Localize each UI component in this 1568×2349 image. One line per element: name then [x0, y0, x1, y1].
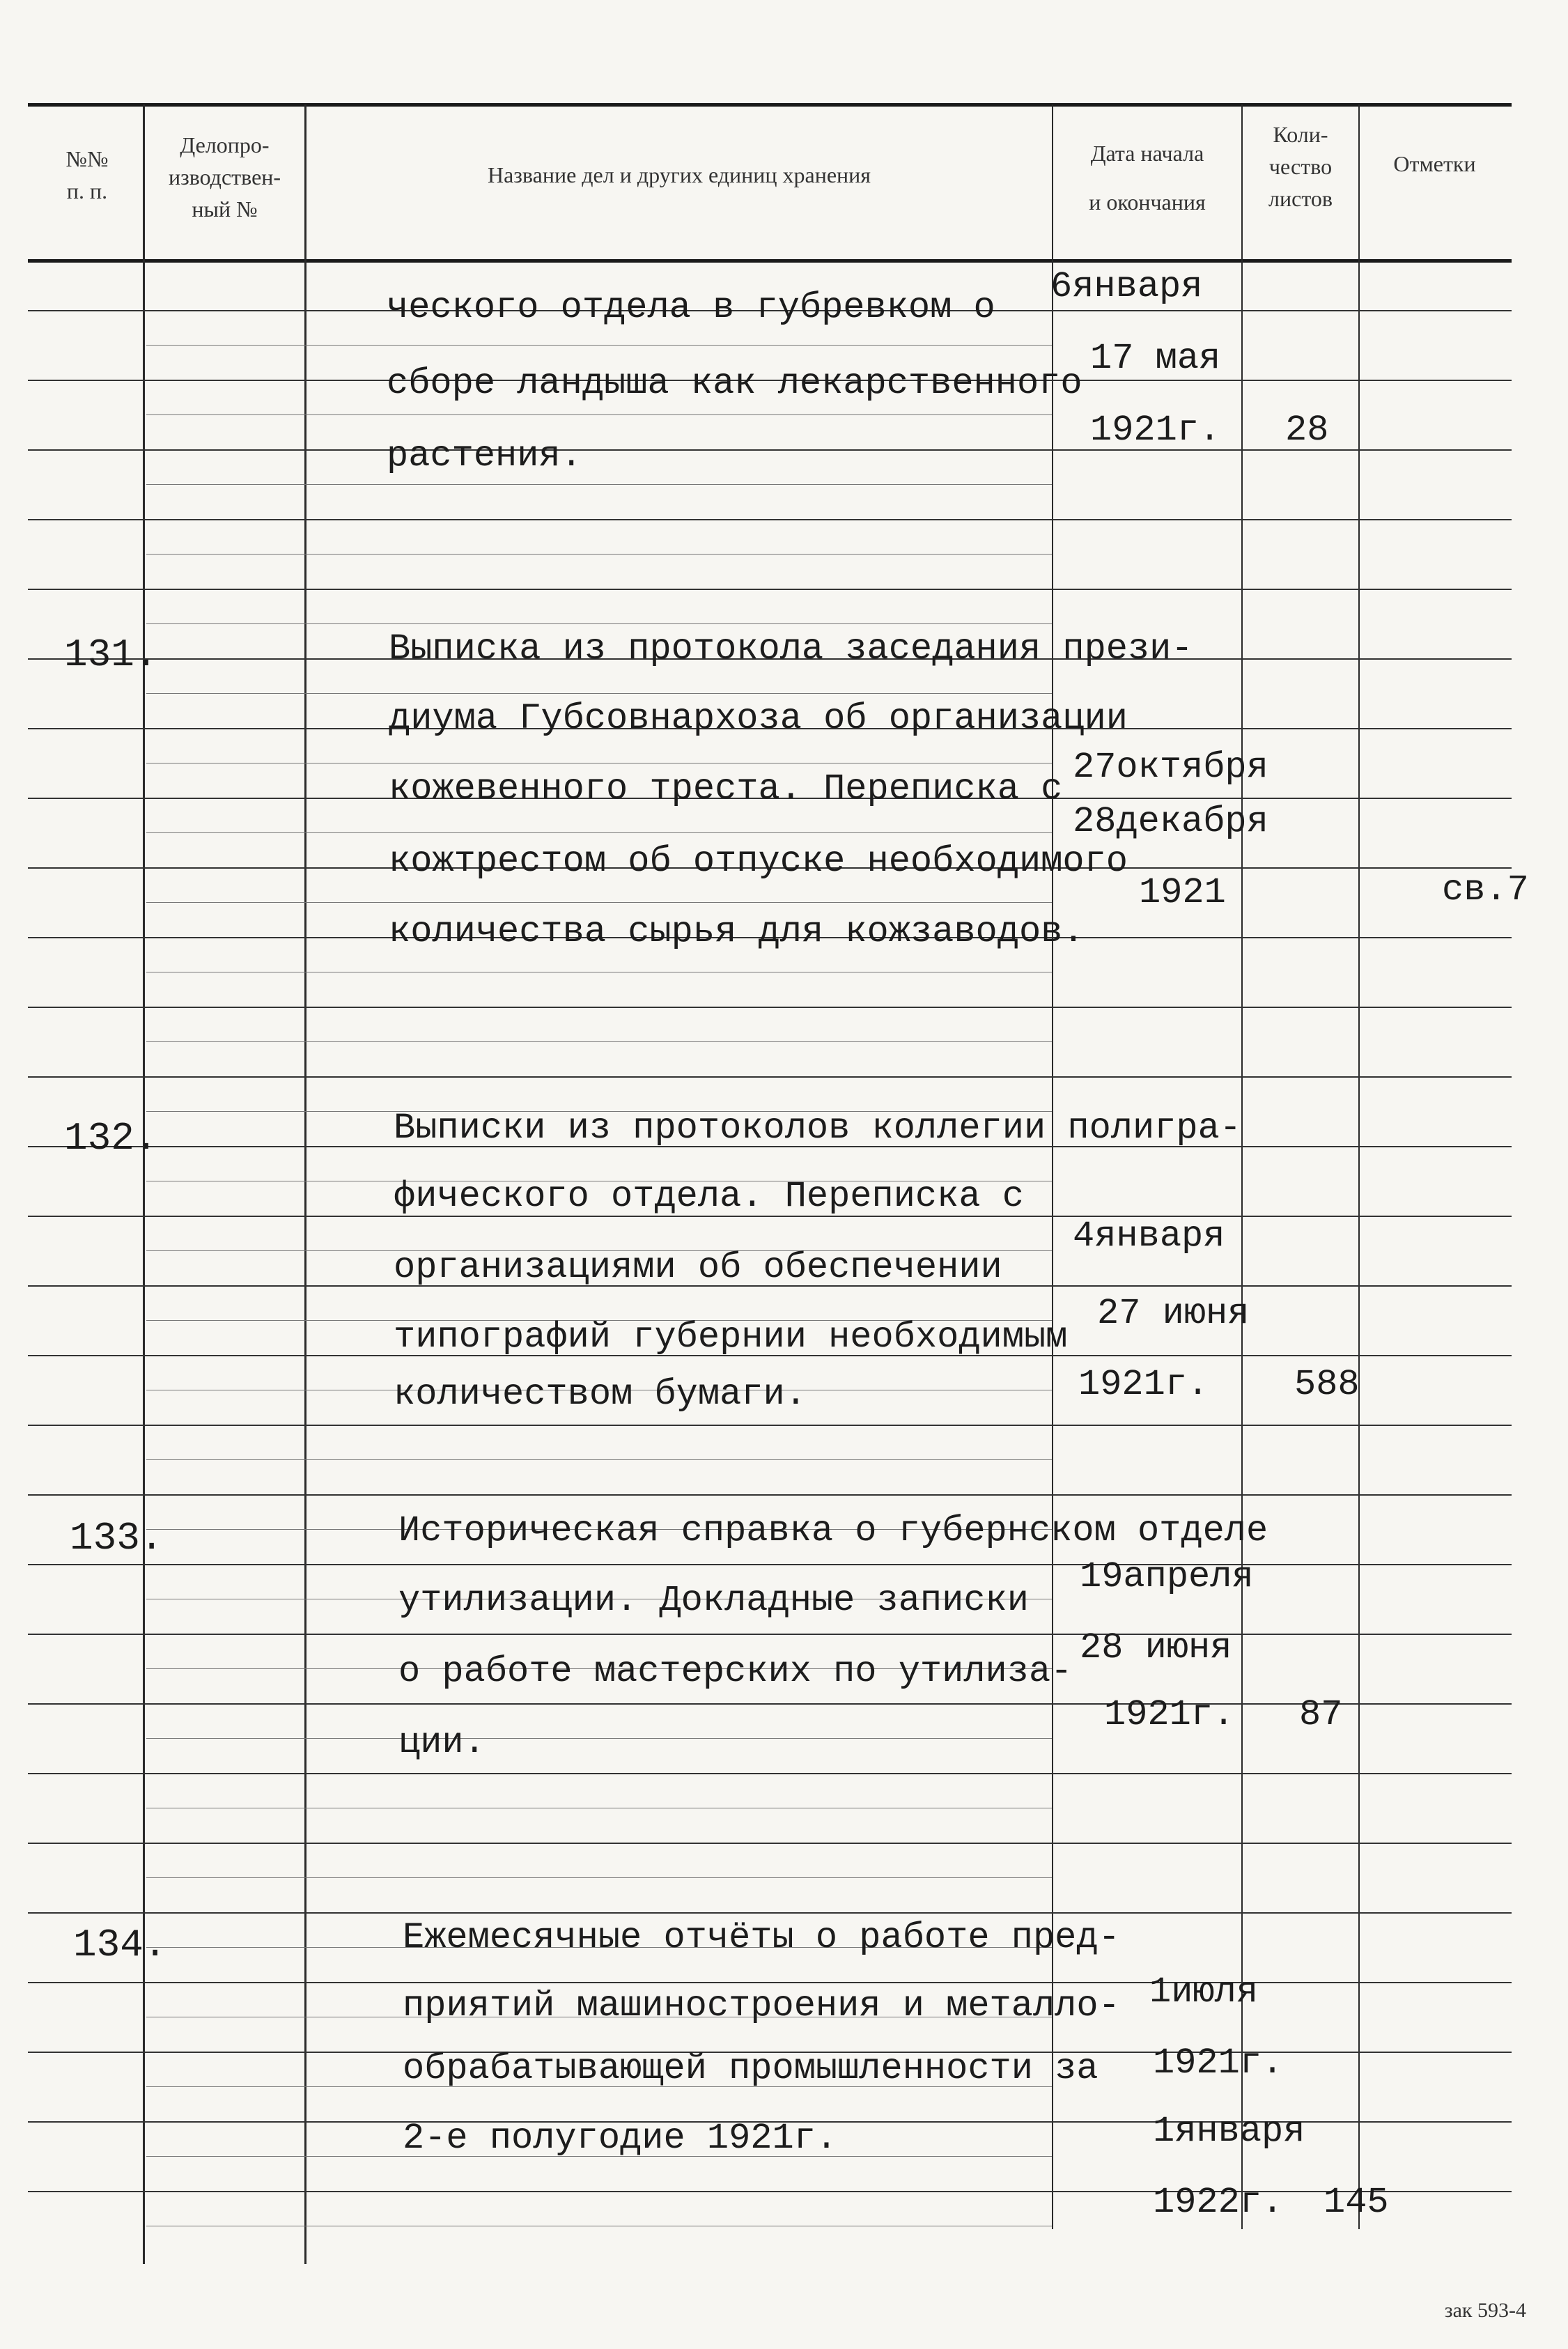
entry-title-line: обрабатывающей промышленности за: [403, 2048, 1099, 2089]
ruled-line: [28, 1007, 1512, 1008]
col-divider-5: [1358, 104, 1360, 2229]
entry-title-line: утилизации. Докладные записки: [398, 1580, 1029, 1621]
entry-title-line: типографий губернии необходимым: [394, 1317, 1068, 1358]
ruled-line: [28, 1076, 1512, 1078]
ruled-line: [146, 1738, 1052, 1739]
entry-date-line: 28декабря: [1073, 801, 1268, 842]
col-divider-2: [304, 104, 306, 2264]
entry-date-line: 1921г.: [1153, 2042, 1284, 2084]
entry-title-line: количества сырья для кожзаводов.: [389, 911, 1085, 952]
entry-title-line: Выписки из протоколов коллегии полигра-: [394, 1108, 1241, 1149]
entry-title-line: сборе ландыша как лекарственного: [387, 363, 1082, 404]
entry-date-line: 1января: [1153, 2111, 1305, 2152]
ruled-line: [146, 1041, 1052, 1042]
entry-title-line: ческого отдела в губревком о: [387, 287, 995, 328]
ruled-line: [146, 1459, 1052, 1460]
entry-title-line: количеством бумаги.: [394, 1374, 807, 1415]
entry-note: св.7: [1442, 869, 1529, 910]
col-divider-4: [1241, 104, 1243, 2229]
header-col-office-number: Делопро- изводствен- ный №: [168, 132, 281, 222]
ruled-line: [146, 1877, 1052, 1878]
entry-title-line: ции.: [398, 1722, 486, 1763]
entry-title-line: организациями об обеспечении: [394, 1247, 1002, 1288]
ruled-line: [146, 484, 1052, 485]
header-col-sheets: Коли- чество листов: [1268, 122, 1333, 211]
entry-date-line: 27октября: [1073, 747, 1268, 788]
ruled-line: [28, 1564, 1512, 1565]
ruled-line: [146, 832, 1052, 833]
ruled-line: [28, 1425, 1512, 1426]
ruled-line: [28, 2191, 1512, 2192]
entry-title-line: 2-е полугодие 1921г.: [403, 2118, 838, 2159]
entry-title-line: растения.: [387, 435, 582, 476]
entry-sheets: 87: [1299, 1694, 1343, 1735]
entry-date-line: 1921г.: [1104, 1694, 1235, 1735]
print-order-code: зак 593-4: [1444, 2299, 1526, 2322]
entry-date-line: 28 июня: [1080, 1627, 1232, 1668]
col-divider-3: [1052, 104, 1053, 2229]
ruled-line: [28, 519, 1512, 520]
entry-sheets: 28: [1285, 410, 1329, 451]
ruled-line: [28, 1982, 1512, 1983]
ruled-line: [146, 693, 1052, 694]
header-bottom-border: [28, 259, 1512, 263]
ruled-line: [28, 1843, 1512, 1844]
entry-date-line: 27 июня: [1097, 1293, 1250, 1334]
entry-title-line: Выписка из протокола заседания прези-: [389, 628, 1193, 669]
entry-title-line: приятий машиностроения и металло-: [403, 1985, 1120, 2026]
entry-sheets: 145: [1324, 2182, 1389, 2223]
table-top-border: [28, 103, 1512, 107]
ruled-line: [146, 345, 1052, 346]
entry-date-line: 19апреля: [1080, 1556, 1254, 1597]
ruled-line: [28, 1634, 1512, 1635]
entry-title-line: фического отдела. Переписка с: [394, 1176, 1024, 1217]
entry-title-line: Историческая справка о губернском отделе: [398, 1510, 1268, 1551]
entry-title-line: кожевенного треста. Переписка с: [389, 768, 1063, 809]
entry-title-line: о работе мастерских по утилиза-: [398, 1651, 1073, 1692]
entry-title-line: кожтрестом об отпуске необходимого: [389, 841, 1128, 882]
ruled-line: [28, 1494, 1512, 1496]
entry-date-line: 1июля: [1149, 1971, 1259, 2013]
entry-date-line: 1921: [1139, 872, 1226, 913]
entry-date-line: 4января: [1073, 1216, 1225, 1257]
entry-date-line: 1921г.: [1078, 1364, 1209, 1405]
ruled-line: [28, 1703, 1512, 1705]
entry-date-line: 17 мая: [1090, 338, 1221, 379]
entry-title-line: Ежемесячные отчёты о работе пред-: [403, 1917, 1120, 1958]
entry-sheets: 588: [1294, 1364, 1360, 1405]
header-col-dates: Дата начала и окончания: [1089, 141, 1206, 215]
ruled-line: [28, 1773, 1512, 1774]
header-col-notes: Отметки: [1393, 151, 1476, 176]
ruled-line: [146, 554, 1052, 555]
ruled-line: [28, 1912, 1512, 1914]
ruled-line: [146, 623, 1052, 624]
header-col-title: Название дел и других единиц хранения: [487, 162, 871, 187]
ruled-line: [146, 902, 1052, 903]
entry-number: 131.: [64, 633, 158, 677]
entry-number: 132.: [64, 1116, 158, 1161]
ruled-line: [28, 589, 1512, 590]
header-col-number: №№ п. п.: [65, 146, 109, 203]
entry-date-line: 1921г.: [1090, 410, 1221, 451]
ruled-line: [146, 414, 1052, 415]
entry-date-line: 6января: [1050, 266, 1203, 307]
entry-date-line: 1922г.: [1153, 2182, 1284, 2223]
entry-number: 133.: [70, 1516, 164, 1560]
entry-number: 134.: [73, 1923, 167, 1967]
entry-title-line: диума Губсовнархоза об организации: [389, 698, 1128, 739]
